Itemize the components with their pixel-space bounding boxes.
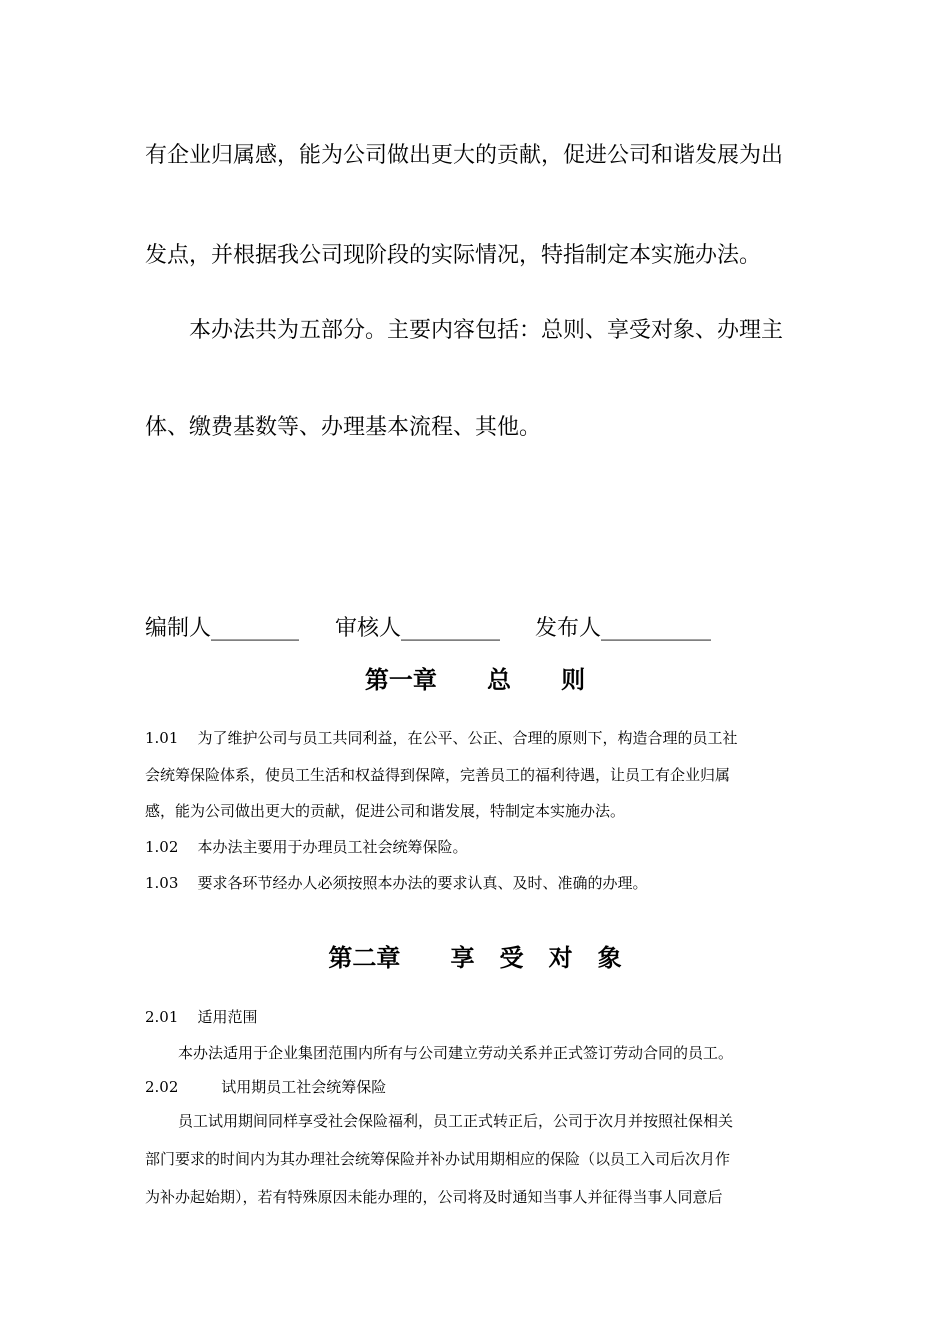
signature-editor: 编制人________ (145, 616, 300, 641)
chapter-2-title: 第二章 享 受 对 象 (328, 943, 622, 972)
intro-line-3: 本办法共为五部分。主要内容包括：总则、享受对象、办理主 (189, 318, 784, 343)
signature-reviewer: 审核人_________ (335, 616, 501, 641)
section-2-02-line-3: 为补办起始期），若有特殊原因未能办理的，公司将及时通知当事人并征得当事人同意后 (145, 1188, 723, 1206)
intro-line-4: 体、缴费基数等、办理基本流程、其他。 (145, 415, 542, 440)
intro-line-2: 发点，并根据我公司现阶段的实际情况，特指制定本实施办法。 (145, 243, 762, 268)
section-2-01-body: 本办法适用于企业集团范围内所有与公司建立劳动关系并正式签订劳动合同的员工。 (178, 1044, 734, 1062)
intro-line-1: 有企业归属感，能为公司做出更大的贡献，促进公司和谐发展为出 (145, 143, 784, 168)
clause-1-01-line-2: 会统筹保险体系，使员工生活和权益得到保障，完善员工的福利待遇，让员工有企业归属 (145, 766, 731, 784)
section-2-02-heading: 2.02 试用期员工社会统筹保险 (145, 1078, 387, 1096)
section-2-02-line-1: 员工试用期间同样享受社会保险福利，员工正式转正后，公司于次月并按照社保相关 (178, 1112, 734, 1130)
clause-1-01-line-3: 感，能为公司做出更大的贡献，促进公司和谐发展，特制定本实施办法。 (145, 802, 626, 820)
section-2-02-line-2: 部门要求的时间内为其办理社会统筹保险并补办试用期相应的保险（以员工入司后次月作 (145, 1150, 731, 1168)
chapter-1-title: 第一章 总 则 (364, 665, 586, 694)
clause-1-02: 1.02 本办法主要用于办理员工社会统筹保险。 (145, 838, 468, 856)
clause-1-01-line-1: 1.01 为了维护公司与员工共同利益，在公平、公正、合理的原则下，构造合理的员工社 (145, 729, 738, 747)
section-2-01-heading: 2.01 适用范围 (145, 1008, 258, 1026)
clause-1-03: 1.03 要求各环节经办人必须按照本办法的要求认真、及时、准确的办理。 (145, 874, 648, 892)
signature-publisher: 发布人__________ (535, 616, 712, 641)
